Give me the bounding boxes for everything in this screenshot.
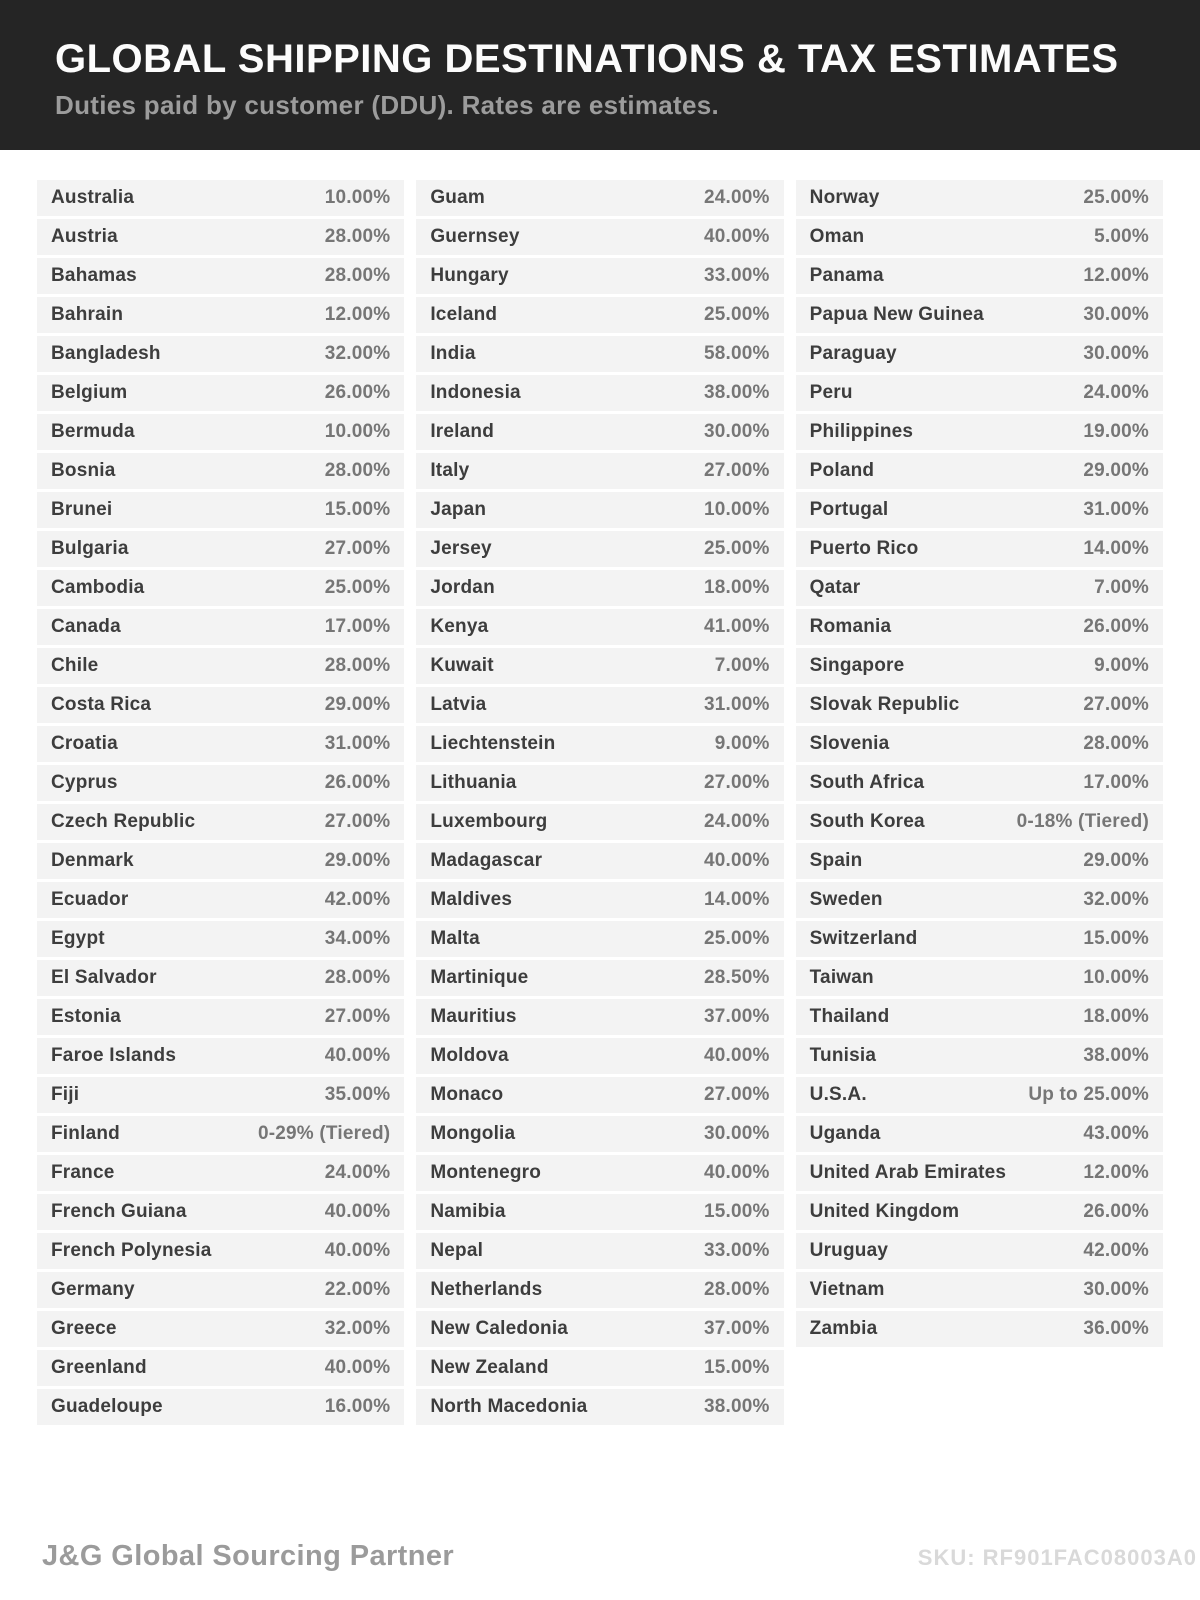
rate-value: 29.00% [1083, 850, 1149, 871]
rate-value: 40.00% [324, 1045, 391, 1066]
rate-value: 24.00% [704, 811, 770, 832]
table-row [796, 492, 1163, 528]
table-row [37, 1389, 404, 1425]
country-name: Guadeloupe [51, 1396, 163, 1417]
country-name: New Zealand [430, 1357, 549, 1378]
table-row [796, 648, 1163, 684]
table-row [416, 258, 783, 294]
table-column [416, 180, 783, 1425]
table-row [416, 1350, 783, 1386]
rate-value: 28.00% [324, 226, 391, 247]
country-name: Finland [51, 1123, 120, 1144]
table-row [796, 843, 1163, 879]
rate-value: 42.00% [324, 889, 391, 910]
table-row [416, 1389, 783, 1425]
rate-value: 30.00% [1083, 1279, 1149, 1300]
table-row [37, 570, 404, 606]
sku-label: SKU: RF901FAC08003A0 [917, 1545, 1197, 1570]
table-row [416, 609, 783, 645]
rate-value: 32.00% [324, 343, 391, 364]
rate-value: 10.00% [324, 187, 391, 208]
rate-value: 7.00% [1094, 577, 1149, 598]
table-row [37, 921, 404, 957]
country-name: Germany [51, 1279, 135, 1300]
country-name: Tunisia [809, 1045, 877, 1066]
rate-value: 5.00% [1094, 226, 1149, 247]
table-row [37, 804, 404, 840]
table-row [37, 258, 404, 294]
rate-value: 27.00% [324, 538, 391, 559]
table-row [37, 882, 404, 918]
rate-value: 10.00% [1083, 967, 1149, 988]
rate-value: 25.00% [704, 928, 770, 949]
table-row [796, 297, 1163, 333]
rate-value: 9.00% [714, 733, 770, 754]
country-name: Monaco [430, 1084, 504, 1105]
table-column [796, 180, 1163, 1347]
table-row [37, 648, 404, 684]
country-name: Brunei [51, 499, 113, 520]
table-row [37, 726, 404, 762]
rate-value: 15.00% [704, 1201, 770, 1222]
country-name: Fiji [51, 1084, 80, 1105]
country-name: Uruguay [809, 1240, 889, 1261]
country-name: South Korea [809, 811, 925, 832]
country-name: Denmark [51, 850, 134, 871]
rate-value: 15.00% [704, 1357, 770, 1378]
table-row [796, 609, 1163, 645]
country-name: Canada [51, 616, 121, 637]
rate-value: Up to 25.00% [1028, 1084, 1149, 1105]
rate-value: 27.00% [324, 811, 391, 832]
country-name: Mauritius [430, 1006, 517, 1027]
rate-value: 17.00% [1083, 772, 1149, 793]
rate-value: 26.00% [1083, 616, 1149, 637]
country-name: Iceland [430, 304, 498, 325]
table-row [796, 1116, 1163, 1152]
country-name: Moldova [430, 1045, 509, 1066]
rate-value: 28.00% [324, 460, 391, 481]
rate-value: 25.00% [704, 304, 770, 325]
table-row [37, 609, 404, 645]
country-name: Romania [809, 616, 892, 637]
table-row [37, 1272, 404, 1308]
rate-value: 32.00% [324, 1318, 391, 1339]
table-row [416, 1116, 783, 1152]
country-name: Lithuania [430, 772, 517, 793]
country-name: French Polynesia [51, 1240, 212, 1261]
country-name: Guam [430, 187, 485, 208]
country-name: Madagascar [430, 850, 543, 871]
table-row [416, 1038, 783, 1074]
country-name: Bosnia [51, 460, 116, 481]
table-row [37, 492, 404, 528]
rate-value: 34.00% [324, 928, 391, 949]
rate-value: 26.00% [1083, 1201, 1149, 1222]
country-name: Qatar [809, 577, 861, 598]
table-row [37, 1077, 404, 1113]
country-name: Belgium [51, 382, 128, 403]
table-row [37, 414, 404, 450]
country-name: Jersey [430, 538, 492, 559]
rate-value: 17.00% [324, 616, 391, 637]
rate-value: 27.00% [704, 772, 770, 793]
table-row [416, 765, 783, 801]
table-row [796, 414, 1163, 450]
country-name: Chile [51, 655, 99, 676]
country-name: Bahrain [51, 304, 124, 325]
country-name: Maldives [430, 889, 513, 910]
country-name: Egypt [51, 928, 105, 949]
country-name: Bermuda [51, 421, 135, 442]
country-name: Ireland [430, 421, 495, 442]
table-row [416, 570, 783, 606]
country-name: Uganda [809, 1123, 881, 1144]
page-subtitle: Duties paid by customer (DDU). Rates are estimates. [55, 90, 720, 120]
rate-value: 32.00% [1083, 889, 1149, 910]
country-name: Guernsey [430, 226, 520, 247]
rate-value: 18.00% [704, 577, 770, 598]
country-name: North Macedonia [430, 1396, 588, 1417]
country-name: Panama [809, 265, 884, 286]
country-name: Greece [51, 1318, 117, 1339]
country-name: Papua New Guinea [809, 304, 984, 325]
table-row [37, 375, 404, 411]
table-row [416, 804, 783, 840]
country-name: New Caledonia [430, 1318, 569, 1339]
rate-value: 31.00% [704, 694, 770, 715]
table-row [796, 765, 1163, 801]
country-name: Sweden [809, 889, 883, 910]
rate-value: 27.00% [324, 1006, 391, 1027]
table-row [37, 1116, 404, 1152]
rate-value: 28.50% [704, 967, 770, 988]
country-name: Zambia [809, 1318, 878, 1339]
rate-value: 27.00% [704, 1084, 770, 1105]
table-row [796, 219, 1163, 255]
rate-value: 12.00% [324, 304, 391, 325]
rate-value: 28.00% [324, 265, 391, 286]
rate-value: 29.00% [324, 850, 391, 871]
rate-value: 33.00% [704, 1240, 770, 1261]
table-row [796, 336, 1163, 372]
table-row [796, 804, 1163, 840]
country-name: Greenland [51, 1357, 147, 1378]
rate-value: 40.00% [324, 1357, 391, 1378]
country-name: Jordan [430, 577, 495, 598]
country-name: Australia [51, 187, 135, 208]
page-header [0, 0, 1200, 150]
country-name: Slovenia [809, 733, 890, 754]
country-name: France [51, 1162, 115, 1183]
country-name: Peru [809, 382, 853, 403]
table-row [37, 765, 404, 801]
country-name: Cyprus [51, 772, 118, 793]
table-row [796, 687, 1163, 723]
table-row [416, 999, 783, 1035]
table-row [37, 1038, 404, 1074]
table-row [37, 999, 404, 1035]
rate-value: 9.00% [1094, 655, 1149, 676]
rate-value: 24.00% [1083, 382, 1149, 403]
rate-value: 28.00% [324, 655, 391, 676]
country-name: Namibia [430, 1201, 506, 1222]
rate-value: 41.00% [704, 616, 770, 637]
country-name: Taiwan [809, 967, 874, 988]
table-row [416, 1272, 783, 1308]
table-row [796, 1272, 1163, 1308]
rate-value: 43.00% [1083, 1123, 1149, 1144]
table-row [37, 1350, 404, 1386]
country-name: Bangladesh [51, 343, 161, 364]
rate-value: 35.00% [324, 1084, 391, 1105]
rate-value: 28.00% [324, 967, 391, 988]
rate-value: 30.00% [704, 1123, 770, 1144]
country-name: Paraguay [809, 343, 897, 364]
table-row [796, 258, 1163, 294]
country-name: Norway [809, 187, 880, 208]
page-title: GLOBAL SHIPPING DESTINATIONS & TAX ESTIMATES [55, 37, 1119, 81]
country-name: Montenegro [430, 1162, 542, 1183]
table-row [416, 687, 783, 723]
table-row [416, 531, 783, 567]
country-name: Philippines [809, 421, 914, 442]
table-row [416, 843, 783, 879]
rate-value: 28.00% [704, 1279, 770, 1300]
country-name: Cambodia [51, 577, 145, 598]
table-row [416, 648, 783, 684]
country-name: Hungary [430, 265, 509, 286]
rate-value: 14.00% [704, 889, 770, 910]
rate-value: 27.00% [704, 460, 770, 481]
rate-value: 27.00% [1083, 694, 1149, 715]
table-row [796, 1155, 1163, 1191]
rate-value: 19.00% [1083, 421, 1149, 442]
table-row [796, 531, 1163, 567]
table-row [416, 960, 783, 996]
table-row [416, 180, 783, 216]
rate-value: 37.00% [704, 1006, 770, 1027]
country-name: Puerto Rico [809, 538, 919, 559]
table-row [796, 375, 1163, 411]
rate-value: 40.00% [704, 1162, 770, 1183]
table-row [416, 1311, 783, 1347]
table-row [37, 1311, 404, 1347]
rate-value: 42.00% [1083, 1240, 1149, 1261]
country-name: Estonia [51, 1006, 122, 1027]
country-name: Ecuador [51, 889, 129, 910]
rate-value: 12.00% [1083, 1162, 1149, 1183]
rate-value: 28.00% [1083, 733, 1149, 754]
country-name: India [430, 343, 476, 364]
table-row [796, 1311, 1163, 1347]
table-row [796, 1077, 1163, 1113]
table-row [37, 453, 404, 489]
country-name: El Salvador [51, 967, 157, 988]
country-name: Netherlands [430, 1279, 543, 1300]
table-row [37, 1194, 404, 1230]
country-name: Japan [430, 499, 487, 520]
country-name: United Arab Emirates [809, 1162, 1007, 1183]
table-row [416, 375, 783, 411]
table-row [796, 1233, 1163, 1269]
country-name: Switzerland [809, 928, 918, 949]
table-row [37, 297, 404, 333]
page-footer [42, 1540, 1197, 1573]
rate-value: 10.00% [704, 499, 770, 520]
table-row [796, 570, 1163, 606]
rate-value: 31.00% [1083, 499, 1149, 520]
brand-name: J&G Global Sourcing Partner [42, 1540, 455, 1572]
table-row [416, 336, 783, 372]
country-name: Martinique [430, 967, 529, 988]
rate-value: 25.00% [324, 577, 391, 598]
rate-value: 12.00% [1083, 265, 1149, 286]
country-name: Czech Republic [51, 811, 196, 832]
country-name: Nepal [430, 1240, 484, 1261]
rate-value: 26.00% [324, 772, 391, 793]
rate-value: 38.00% [704, 382, 770, 403]
country-name: Slovak Republic [809, 694, 960, 715]
table-row [416, 1194, 783, 1230]
country-name: Costa Rica [51, 694, 152, 715]
rate-value: 30.00% [704, 421, 770, 442]
country-name: Bahamas [51, 265, 137, 286]
country-name: United Kingdom [809, 1201, 960, 1222]
table-row [37, 219, 404, 255]
table-row [416, 1077, 783, 1113]
table-row [416, 219, 783, 255]
country-name: Spain [809, 850, 863, 871]
table-row [416, 921, 783, 957]
country-name: Indonesia [430, 382, 521, 403]
country-name: Croatia [51, 733, 118, 754]
rate-value: 22.00% [324, 1279, 391, 1300]
table-row [416, 414, 783, 450]
rate-value: 31.00% [324, 733, 391, 754]
rate-value: 33.00% [704, 265, 770, 286]
rate-value: 29.00% [324, 694, 391, 715]
rates-table [37, 180, 1163, 1425]
country-name: Poland [809, 460, 875, 481]
rate-value: 26.00% [324, 382, 391, 403]
country-name: Bulgaria [51, 538, 129, 559]
country-name: Kenya [430, 616, 489, 637]
table-row [37, 1155, 404, 1191]
table-row [796, 921, 1163, 957]
rate-value: 30.00% [1083, 304, 1149, 325]
rate-value: 40.00% [324, 1201, 391, 1222]
rate-value: 58.00% [704, 343, 770, 364]
table-row [37, 1233, 404, 1269]
rate-value: 10.00% [324, 421, 391, 442]
rate-value: 25.00% [1083, 187, 1149, 208]
table-row [796, 1038, 1163, 1074]
rate-value: 14.00% [1083, 538, 1149, 559]
rate-value: 16.00% [324, 1396, 391, 1417]
rate-value: 25.00% [704, 538, 770, 559]
rate-value: 29.00% [1083, 460, 1149, 481]
table-row [416, 1155, 783, 1191]
rate-value: 37.00% [704, 1318, 770, 1339]
country-name: Austria [51, 226, 118, 247]
country-name: South Africa [809, 772, 925, 793]
rate-value: 30.00% [1083, 343, 1149, 364]
country-name: Oman [809, 226, 865, 247]
table-row [416, 882, 783, 918]
country-name: French Guiana [51, 1201, 187, 1222]
rate-value: 40.00% [704, 1045, 770, 1066]
table-row [37, 531, 404, 567]
country-name: Faroe Islands [51, 1045, 177, 1066]
table-row [796, 453, 1163, 489]
country-name: Portugal [809, 499, 889, 520]
country-name: Thailand [809, 1006, 890, 1027]
rate-value: 0-29% (Tiered) [257, 1123, 391, 1144]
table-row [796, 960, 1163, 996]
country-name: Italy [430, 460, 470, 481]
rate-value: 40.00% [704, 850, 770, 871]
table-row [796, 999, 1163, 1035]
rate-value: 7.00% [714, 655, 770, 676]
rate-value: 38.00% [704, 1396, 770, 1417]
table-row [796, 726, 1163, 762]
country-name: U.S.A. [809, 1084, 867, 1105]
rate-value: 18.00% [1083, 1006, 1149, 1027]
rate-value: 36.00% [1083, 1318, 1149, 1339]
table-row [416, 492, 783, 528]
rate-value: 0-18% (Tiered) [1016, 811, 1149, 832]
table-row [37, 687, 404, 723]
rate-value: 40.00% [324, 1240, 391, 1261]
rate-value: 24.00% [704, 187, 770, 208]
table-row [37, 180, 404, 216]
country-name: Vietnam [809, 1279, 885, 1300]
table-row [796, 180, 1163, 216]
table-row [416, 453, 783, 489]
table-row [796, 882, 1163, 918]
table-row [416, 1233, 783, 1269]
table-row [37, 960, 404, 996]
country-name: Liechtenstein [430, 733, 556, 754]
country-name: Mongolia [430, 1123, 516, 1144]
table-row [37, 843, 404, 879]
rate-value: 15.00% [324, 499, 391, 520]
country-name: Singapore [809, 655, 905, 676]
country-name: Malta [430, 928, 480, 949]
table-row [796, 1194, 1163, 1230]
country-name: Kuwait [430, 655, 494, 676]
rate-value: 24.00% [324, 1162, 391, 1183]
country-name: Latvia [430, 694, 487, 715]
table-row [37, 336, 404, 372]
rate-value: 15.00% [1083, 928, 1149, 949]
rate-value: 40.00% [704, 226, 770, 247]
country-name: Luxembourg [430, 811, 548, 832]
rate-value: 38.00% [1083, 1045, 1149, 1066]
table-column [37, 180, 404, 1425]
table-row [416, 297, 783, 333]
table-row [416, 726, 783, 762]
